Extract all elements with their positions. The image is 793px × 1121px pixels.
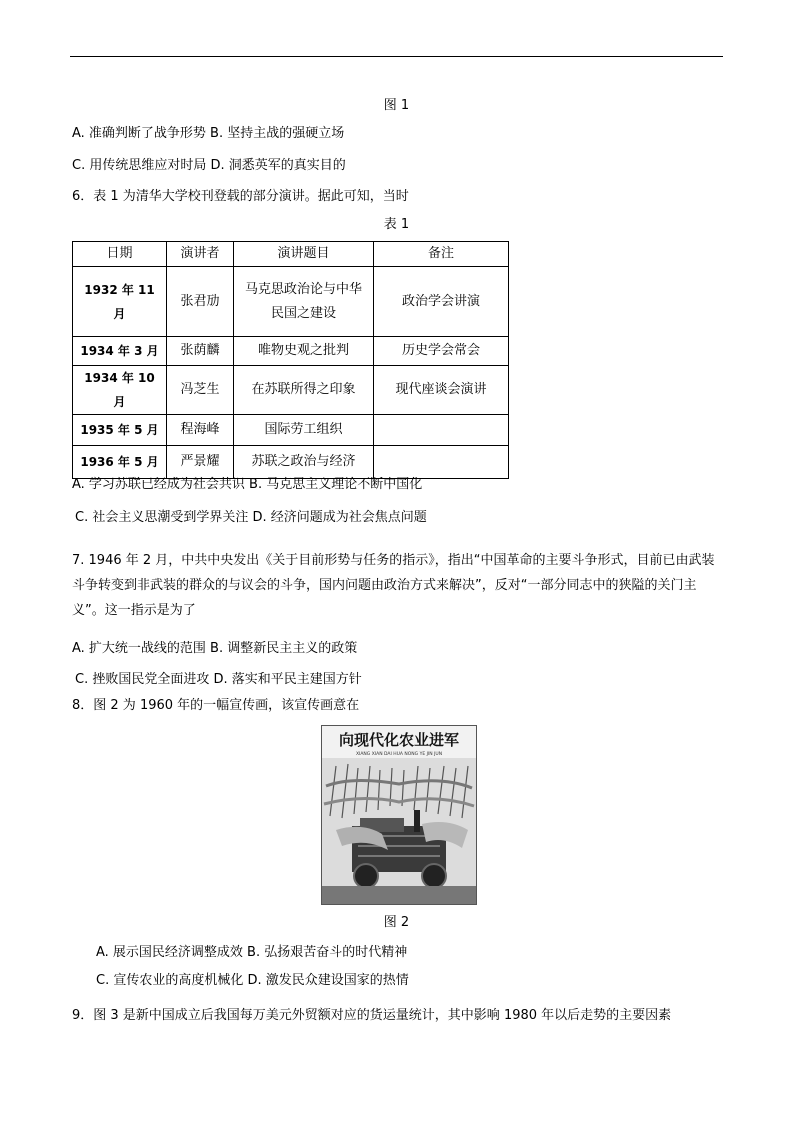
cell-title: 唯物史观之批判 [234, 337, 374, 366]
table-row [73, 446, 509, 479]
figure-2-caption: 图 2 [383, 915, 410, 930]
q8-options-line1: A. 展示国民经济调整成效 B. 弘扬艰苦奋斗的时代精神 [96, 945, 408, 960]
cell-date: 1936 年 5 月 [73, 446, 167, 479]
cell-speaker: 张荫麟 [167, 337, 234, 366]
q5-options-line2: C. 用传统思维应对时局 D. 洞悉英军的真实目的 [72, 158, 346, 173]
cell-date: 1934 年 3 月 [73, 337, 167, 366]
q5-options-line1: A. 准确判断了战争形势 B. 坚持主战的强硬立场 [72, 126, 345, 141]
q6-options-line2: C. 社会主义思潮受到学界关注 D. 经济问题成为社会焦点问题 [75, 510, 427, 525]
header-title: 演讲题目 [234, 242, 374, 267]
table-row [73, 415, 509, 446]
cell-title: 苏联之政治与经济 [234, 446, 374, 479]
q7-stem: 7. 1946 年 2 月，中共中央发出《关于目前形势与任务的指示》，指出“中国革命的主要斗争形式，目前已由武装斗争转变到非武装的群众的与议会的斗争，国内问题由政治方式来解决”，反对“一部分同志中的狭隘的关门主义”。这一指示是为了 [72, 553, 715, 618]
header-rule [70, 56, 723, 57]
cell-note: 现代座谈会演讲 [374, 366, 509, 415]
cell-speaker: 程海峰 [167, 415, 234, 446]
q6-stem: 6．表 1 为清华大学校刊登载的部分演讲。据此可知，当时 [72, 189, 409, 204]
figure-1-caption: 图 1 [383, 98, 410, 113]
cell-title [234, 267, 374, 337]
ground-strip [322, 886, 476, 904]
cell-note: 政治学会讲演 [374, 267, 509, 337]
q8-options-line2: C. 宣传农业的高度机械化 D. 激发民众建设国家的热情 [96, 973, 409, 988]
cell-note: 历史学会常会 [374, 337, 509, 366]
header-note: 备注 [374, 242, 509, 267]
cell-title-line2: 民国之建设 [270, 305, 336, 321]
header-date: 日期 [73, 242, 167, 267]
propaganda-poster-image [321, 725, 477, 905]
q8-stem: 8．图 2 为 1960 年的一幅宣传画，该宣传画意在 [72, 698, 360, 713]
table-row [73, 267, 509, 337]
cell-title: 在苏联所得之印象 [234, 366, 374, 415]
cell-note [374, 446, 509, 479]
cell-speaker: 冯芝生 [167, 366, 234, 415]
cell-speaker: 张君劢 [167, 267, 234, 337]
table-header-row [73, 242, 509, 267]
cell-speaker: 严景耀 [167, 446, 234, 479]
q7-options-line2: C. 挫败国民党全面进攻 D. 落实和平民主建国方针 [75, 672, 362, 687]
cell-note [374, 415, 509, 446]
lecture-table [72, 241, 509, 479]
cell-date: 1934 年 10 月 [73, 366, 167, 415]
poster-illustration [322, 726, 476, 904]
q9-stem: 9．图 3 是新中国成立后我国每万美元外贸额对应的货运量统计，其中影响 1980 年以后走势的主要因素 [72, 1008, 672, 1023]
table-row [73, 366, 509, 415]
cell-date: 1935 年 5 月 [73, 415, 167, 446]
header-speaker: 演讲者 [167, 242, 234, 267]
cell-title-line1: 马克思政治论与中华 [244, 281, 362, 297]
poster-subtitle: XIANG XIAN DAI HUA NONG YE JIN JUN [355, 752, 443, 757]
table-1-caption: 表 1 [383, 217, 410, 232]
poster-title: 向现代化农业进军 [338, 731, 460, 749]
cell-title: 国际劳工组织 [234, 415, 374, 446]
q7-options-line1: A. 扩大统一战线的范围 B. 调整新民主主义的政策 [72, 641, 358, 656]
q6-options-line1: A. 学习苏联已经成为社会共识 B. 马克思主义理论不断中国化 [72, 477, 423, 492]
table-row [73, 337, 509, 366]
cell-date: 1932 年 11 月 [73, 267, 167, 337]
